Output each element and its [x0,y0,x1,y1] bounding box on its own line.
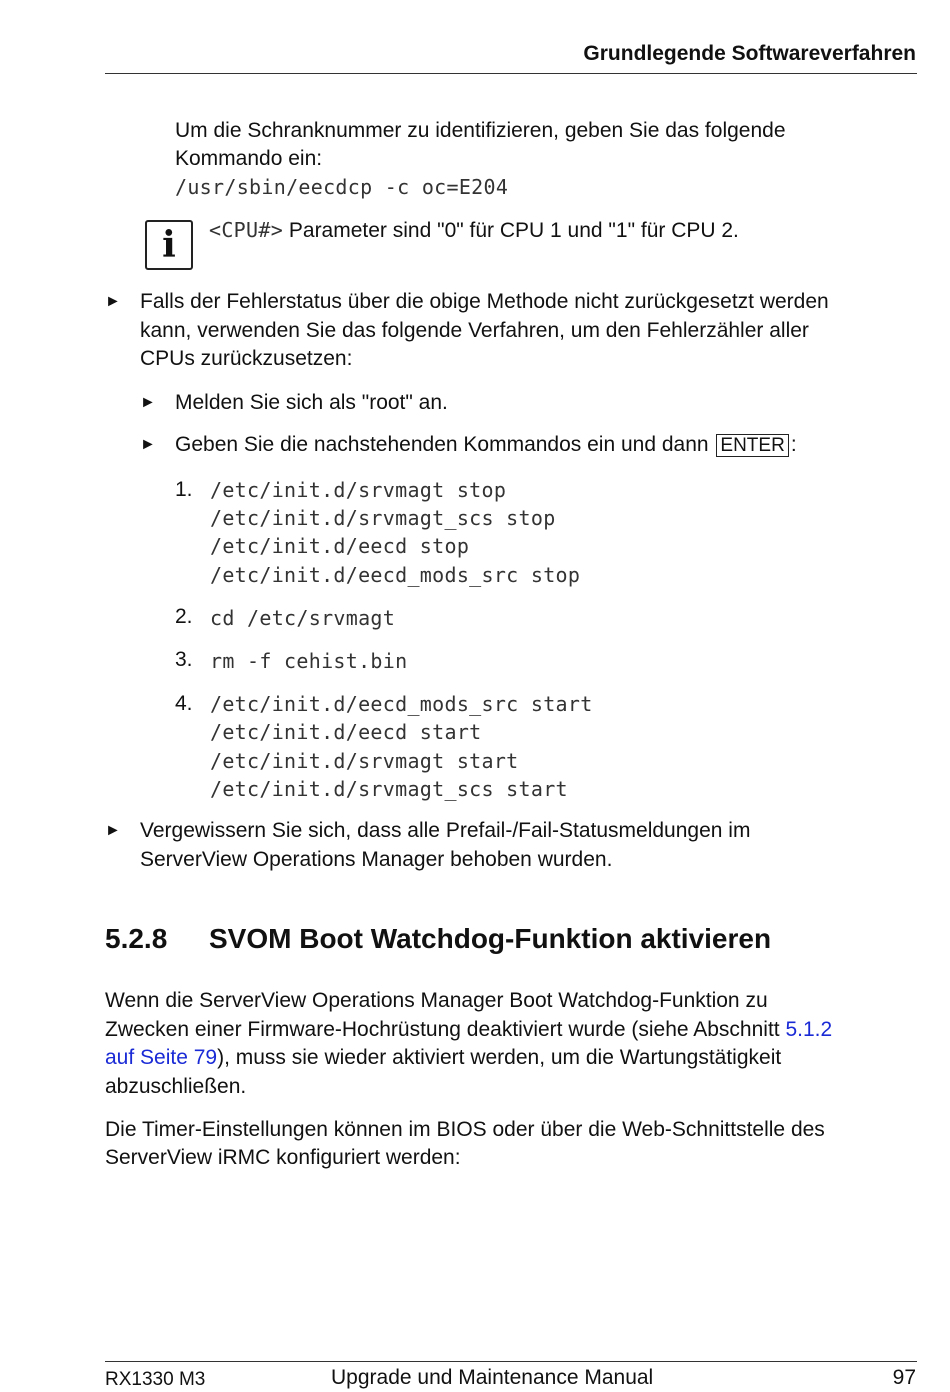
intro-line-1: Um die Schranknummer zu identifizieren, geben Sie das folgende [175,119,786,142]
command-line: /etc/init.d/srvmagt stop [210,478,507,502]
footer-rule [105,1361,917,1362]
command-line: /etc/init.d/eecd_mods_src start [210,692,593,716]
para1-line-1: Wenn die ServerView Operations Manager Boot Watchdog-Funktion zu [105,989,768,1012]
command-line: /etc/init.d/srvmagt_scs stop [210,506,556,530]
command-line: rm -f cehist.bin [210,649,408,673]
command-line: cd /etc/srvmagt [210,606,396,630]
step1-line-1: Falls der Fehlerstatus über die obige Methode nicht zurückgesetzt werden [140,290,829,313]
para2-line-2: ServerView iRMC konfiguriert werden: [105,1146,461,1169]
info-note-code: <CPU#> [209,218,284,242]
footer-model: RX1330 M3 [105,1369,206,1390]
intro-command: /usr/sbin/eecdcp -c oc=E204 [175,175,509,199]
para1-line-2-text: Zwecken einer Firmware-Hochrüstung deaktiviert wurde (siehe Abschnitt [105,1018,786,1041]
command-number: 3. [175,648,193,671]
step2-line-2: ServerView Operations Manager behoben wurden. [140,848,613,871]
para1-line-3 [105,1044,781,1073]
footer-manual-title: Upgrade und Maintenance Manual [331,1366,654,1389]
step2-line-1: Vergewissern Sie sich, dass alle Prefail-/Fail-Statusmeldungen im [140,819,751,842]
command-number: 4. [175,692,193,715]
enter-key: ENTER [716,434,788,457]
footer-page-number: 97 [892,1366,916,1389]
step1-line-3: CPUs zurückzusetzen: [140,347,353,370]
command-number: 1. [175,478,193,501]
step1-line-2: kann, verwenden Sie das folgende Verfahren, um den Fehlerzähler aller [140,319,809,342]
command-line: /etc/init.d/srvmagt start [210,749,519,773]
command-line: /etc/init.d/eecd_mods_src stop [210,563,581,587]
substep-arrow-icon: ► [140,394,156,411]
substep-1: Melden Sie sich als "root" an. [175,391,448,414]
substep-2 [175,431,797,460]
substep-2-suffix: : [790,433,797,456]
command-line: /etc/init.d/eecd start [210,720,482,744]
para2-line-1: Die Timer-Einstellungen können im BIOS oder über die Web-Schnittstelle des [105,1118,825,1141]
info-note [209,216,739,246]
substep-arrow-icon: ► [140,436,156,453]
command-line: /etc/init.d/eecd stop [210,534,470,558]
header-rule [105,73,917,74]
info-icon: i [145,220,193,270]
command-number: 2. [175,605,193,628]
section-title: SVOM Boot Watchdog-Funktion aktivieren [209,923,772,954]
page-link[interactable]: auf Seite 79 [105,1046,218,1069]
info-note-text: Parameter sind "0" für CPU 1 und "1" für CPU 2. [283,219,739,242]
section-number: 5.2.8 [105,923,168,954]
step-arrow-icon: ► [105,293,121,310]
para1-line-2 [105,1016,832,1045]
intro-line-2: Kommando ein: [175,147,323,170]
running-header-title: Grundlegende Softwareverfahren [583,42,916,65]
step-arrow-icon: ► [105,822,121,839]
section-link[interactable]: 5.1.2 [785,1018,833,1041]
substep-2-text: Geben Sie die nachstehenden Kommandos ein und dann [175,433,709,456]
para1-line-4: abzuschließen. [105,1075,247,1098]
para1-line-3-text: ), muss sie wieder aktiviert werden, um die Wartungstätigkeit [217,1046,782,1069]
command-line: /etc/init.d/srvmagt_scs start [210,777,568,801]
